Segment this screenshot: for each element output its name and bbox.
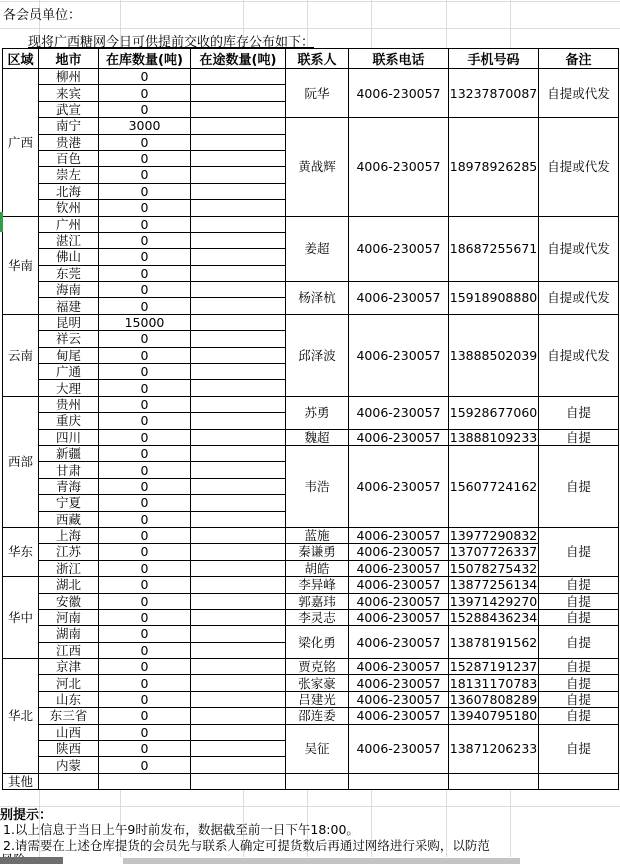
note-cell[interactable]: 自提或代发	[539, 118, 619, 216]
table-row	[3, 445, 619, 461]
city-cell[interactable]: 宁夏	[39, 495, 99, 511]
city-cell[interactable]: 甘肃	[39, 462, 99, 478]
table-row	[3, 560, 619, 576]
note-cell[interactable]: 自提	[539, 609, 619, 625]
region-cell[interactable]: 其他	[3, 773, 39, 789]
sheet-tab[interactable]	[0, 857, 63, 864]
qty-cell[interactable]: 0	[99, 560, 191, 576]
stock-table	[2, 48, 619, 790]
transit-qty-cell[interactable]	[191, 150, 286, 166]
city-cell[interactable]	[39, 773, 99, 789]
phone-cell[interactable]: 4006-230057	[349, 675, 449, 691]
qty-cell[interactable]: 0	[99, 380, 191, 396]
note-cell[interactable]: 自提	[539, 527, 619, 576]
transit-qty-cell[interactable]	[191, 200, 286, 216]
table-row	[3, 724, 619, 740]
qty-cell[interactable]: 0	[99, 101, 191, 117]
qty-cell[interactable]: 0	[99, 69, 191, 85]
note-cell[interactable]: 自提	[539, 396, 619, 429]
phone-cell[interactable]: 4006-230057	[349, 560, 449, 576]
header-cell[interactable]: 在库数量(吨)	[99, 49, 191, 69]
qty-cell[interactable]: 0	[99, 495, 191, 511]
city-cell[interactable]: 陕西	[39, 741, 99, 757]
transit-qty-cell[interactable]	[191, 642, 286, 658]
city-cell[interactable]: 甸尾	[39, 347, 99, 363]
contact-cell[interactable]: 姜超	[286, 216, 349, 282]
city-cell[interactable]: 福建	[39, 298, 99, 314]
table-row	[3, 282, 619, 298]
city-cell[interactable]: 百色	[39, 150, 99, 166]
qty-cell[interactable]: 0	[99, 708, 191, 724]
table-row	[3, 314, 619, 330]
contact-cell[interactable]: 蓝施	[286, 527, 349, 543]
transit-qty-cell[interactable]	[191, 527, 286, 543]
qty-cell[interactable]: 0	[99, 757, 191, 773]
transit-qty-cell[interactable]	[191, 495, 286, 511]
qty-cell[interactable]: 0	[99, 741, 191, 757]
transit-qty-cell[interactable]	[191, 232, 286, 248]
mobile-cell[interactable]: 13237870087	[449, 69, 539, 118]
sheet-gridline	[510, 0, 511, 48]
table-row	[3, 691, 619, 707]
mobile-cell[interactable]: 13877256134	[449, 577, 538, 593]
qty-cell[interactable]: 0	[99, 413, 191, 429]
transit-qty-cell[interactable]	[191, 741, 286, 757]
contact-cell[interactable]: 胡皓	[286, 560, 349, 576]
city-cell[interactable]: 内蒙	[39, 757, 99, 773]
mobile-cell[interactable]: 13888502039	[449, 314, 539, 396]
transit-qty-cell[interactable]	[191, 429, 286, 445]
city-cell[interactable]: 山西	[39, 724, 99, 740]
note-cell[interactable]: 自提	[539, 577, 619, 593]
city-cell[interactable]: 崇左	[39, 167, 99, 183]
sheet-gridline	[446, 0, 447, 48]
mobile-cell[interactable]: 13971429270	[449, 593, 538, 609]
transit-qty-cell[interactable]	[191, 511, 286, 527]
city-cell[interactable]: 上海	[39, 527, 99, 543]
city-cell[interactable]: 北海	[39, 183, 99, 199]
transit-qty-cell[interactable]	[191, 462, 286, 478]
qty-cell[interactable]: 0	[99, 364, 191, 380]
sheet-gridline	[371, 0, 372, 48]
table-row	[3, 69, 619, 85]
qty-cell[interactable]: 0	[99, 691, 191, 707]
table-row	[3, 216, 619, 232]
contact-cell[interactable]: 黄战辉	[286, 118, 349, 216]
note-cell[interactable]: 自提	[539, 675, 619, 691]
contact-cell[interactable]: 魏超	[286, 429, 349, 445]
memo-subject-line: 现将广西糖网今日可供提前交收的库存公布如下：	[28, 35, 315, 50]
memo-recipient-line: 各会员单位：	[3, 8, 82, 23]
mobile-cell[interactable]: 13977290832	[449, 528, 538, 544]
city-cell[interactable]: 东莞	[39, 265, 99, 281]
city-cell[interactable]: 湛江	[39, 232, 99, 248]
phone-cell[interactable]: 4006-230057	[349, 593, 449, 609]
phone-cell[interactable]: 4006-230057	[349, 314, 449, 396]
note-cell[interactable]: 自提或代发	[539, 216, 619, 282]
city-cell[interactable]: 昆明	[39, 314, 99, 330]
phone-cell[interactable]: 4006-230057	[349, 724, 449, 773]
table-row	[3, 544, 619, 560]
note-cell[interactable]: 自提	[539, 724, 619, 773]
mobile-cell[interactable]: 13871206233	[449, 724, 539, 773]
city-cell[interactable]: 武宣	[39, 101, 99, 117]
table-row	[3, 626, 619, 642]
transit-qty-cell[interactable]	[191, 691, 286, 707]
mobile-cell[interactable]: 13607808289	[449, 691, 538, 707]
phone-cell[interactable]: 4006-230057	[349, 429, 449, 445]
transit-qty-cell[interactable]	[191, 396, 286, 412]
transit-qty-cell[interactable]	[191, 183, 286, 199]
contact-cell[interactable]: 邵连委	[286, 708, 349, 724]
qty-cell[interactable]: 0	[99, 134, 191, 150]
contact-cell[interactable]	[286, 773, 349, 789]
mobile-cell[interactable]: 13940795180	[449, 708, 538, 724]
transit-qty-cell[interactable]	[191, 134, 286, 150]
contact-cell[interactable]: 韦浩	[286, 445, 349, 527]
contact-cell[interactable]: 李灵志	[286, 609, 349, 625]
transit-qty-cell[interactable]	[191, 282, 286, 298]
header-cell[interactable]: 联系电话	[349, 49, 449, 69]
transit-qty-cell[interactable]	[191, 118, 286, 134]
mobile-cell[interactable]: 15928677060	[449, 396, 539, 429]
table-row	[3, 708, 619, 724]
region-cell[interactable]: 华中	[3, 577, 39, 659]
header-cell[interactable]: 地市	[39, 49, 99, 69]
table-row	[3, 675, 619, 691]
phone-cell[interactable]: 4006-230057	[349, 609, 449, 625]
qty-cell[interactable]: 0	[99, 232, 191, 248]
city-cell[interactable]: 浙江	[39, 560, 99, 576]
table-row	[3, 773, 619, 789]
qty-cell[interactable]: 0	[99, 265, 191, 281]
sheet-gridline	[510, 790, 511, 857]
table-row	[3, 593, 619, 609]
contact-cell[interactable]: 郭嘉玮	[286, 593, 349, 609]
phone-cell[interactable]: 4006-230057	[349, 69, 449, 118]
transit-qty-cell[interactable]	[191, 298, 286, 314]
qty-cell[interactable]: 0	[99, 462, 191, 478]
city-cell[interactable]: 西藏	[39, 511, 99, 527]
city-cell[interactable]: 新疆	[39, 445, 99, 461]
mobile-cell[interactable]: 18131170783	[449, 675, 538, 691]
header-cell[interactable]: 手机号码	[449, 49, 539, 69]
city-cell[interactable]: 海南	[39, 282, 99, 298]
qty-cell[interactable]: 0	[99, 85, 191, 101]
city-cell[interactable]: 青海	[39, 478, 99, 494]
transit-qty-cell[interactable]	[191, 757, 286, 773]
note-cell[interactable]: 自提或代发	[539, 314, 619, 396]
qty-cell[interactable]: 0	[99, 577, 191, 593]
contact-cell[interactable]: 吕建光	[286, 691, 349, 707]
stock-table-header	[3, 49, 619, 69]
table-row	[3, 396, 619, 412]
note-line-2: 2.请需要在上述仓库提货的会员先与联系人确定可提货数后再通过网络进行采购，以防范	[3, 838, 490, 853]
contact-cell[interactable]: 秦谦勇	[286, 544, 349, 560]
table-row	[3, 577, 619, 593]
city-cell[interactable]: 山东	[39, 691, 99, 707]
city-cell[interactable]: 来宾	[39, 85, 99, 101]
mobile-cell[interactable]: 13878191562	[449, 626, 539, 659]
transit-qty-cell[interactable]	[191, 609, 286, 625]
phone-cell[interactable]: 4006-230057	[349, 216, 449, 282]
mobile-cell[interactable]: 18978926285	[449, 118, 539, 216]
qty-cell[interactable]: 0	[99, 626, 191, 642]
mobile-cell[interactable]: 15288436234	[449, 610, 538, 626]
note-cell[interactable]	[539, 773, 619, 789]
table-row	[3, 527, 619, 543]
transit-qty-cell[interactable]	[191, 216, 286, 232]
transit-qty-cell[interactable]	[191, 101, 286, 117]
qty-cell[interactable]: 3000	[99, 118, 191, 134]
qty-cell[interactable]: 0	[99, 511, 191, 527]
qty-cell[interactable]: 0	[99, 527, 191, 543]
contact-cell[interactable]: 张家豪	[286, 675, 349, 691]
city-cell[interactable]: 南宁	[39, 118, 99, 134]
phone-cell[interactable]: 4006-230057	[349, 527, 449, 543]
transit-qty-cell[interactable]	[191, 413, 286, 429]
region-cell[interactable]: 广西	[3, 69, 39, 217]
city-cell[interactable]: 广通	[39, 364, 99, 380]
city-cell[interactable]: 湖北	[39, 577, 99, 593]
transit-qty-cell[interactable]	[191, 593, 286, 609]
horizontal-scrollbar[interactable]	[123, 858, 520, 864]
transit-qty-cell[interactable]	[191, 626, 286, 642]
note-cell[interactable]: 自提	[539, 708, 619, 724]
phone-cell[interactable]: 4006-230057	[349, 282, 449, 315]
header-row	[3, 49, 619, 69]
note-cell[interactable]: 自提	[539, 593, 619, 609]
region-cell[interactable]: 云南	[3, 314, 39, 396]
transit-qty-cell[interactable]	[191, 249, 286, 265]
transit-qty-cell[interactable]	[191, 331, 286, 347]
qty-cell[interactable]: 0	[99, 642, 191, 658]
selection-edge-mark	[0, 212, 3, 232]
city-cell[interactable]: 祥云	[39, 331, 99, 347]
region-cell[interactable]: 华东	[3, 527, 39, 576]
transit-qty-cell[interactable]	[191, 577, 286, 593]
note-cell[interactable]: 自提	[539, 429, 619, 445]
city-cell[interactable]: 京津	[39, 659, 99, 675]
city-cell[interactable]: 四川	[39, 429, 99, 445]
mobile-cell[interactable]: 15078275432	[449, 560, 538, 576]
transit-qty-cell[interactable]	[191, 314, 286, 330]
qty-cell[interactable]: 0	[99, 675, 191, 691]
region-cell[interactable]: 华北	[3, 659, 39, 774]
city-cell[interactable]: 佛山	[39, 249, 99, 265]
note-cell[interactable]: 自提或代发	[539, 69, 619, 118]
city-cell[interactable]: 河北	[39, 675, 99, 691]
qty-cell[interactable]: 0	[99, 347, 191, 363]
contact-cell[interactable]: 邱泽波	[286, 314, 349, 396]
phone-cell[interactable]: 4006-230057	[349, 445, 449, 527]
table-row	[3, 429, 619, 445]
city-cell[interactable]: 湖南	[39, 626, 99, 642]
city-cell[interactable]: 江苏	[39, 544, 99, 560]
city-cell[interactable]: 东三省	[39, 708, 99, 724]
phone-cell[interactable]	[349, 773, 449, 789]
qty-cell[interactable]: 0	[99, 249, 191, 265]
transit-qty-cell[interactable]	[191, 167, 286, 183]
city-cell[interactable]: 贵港	[39, 134, 99, 150]
contact-cell[interactable]: 李异峰	[286, 577, 349, 593]
city-cell[interactable]: 江西	[39, 642, 99, 658]
sheet-gridline	[0, 28, 620, 29]
qty-cell[interactable]: 0	[99, 429, 191, 445]
transit-qty-cell[interactable]	[191, 85, 286, 101]
qty-cell[interactable]: 15000	[99, 314, 191, 330]
table-row	[3, 659, 619, 675]
qty-cell[interactable]: 0	[99, 216, 191, 232]
transit-qty-cell[interactable]	[191, 724, 286, 740]
transit-qty-cell[interactable]	[191, 380, 286, 396]
phone-cell[interactable]: 4006-230057	[349, 118, 449, 216]
qty-cell[interactable]: 0	[99, 183, 191, 199]
qty-cell[interactable]: 0	[99, 150, 191, 166]
header-cell[interactable]: 备注	[539, 49, 619, 69]
qty-cell[interactable]: 0	[99, 200, 191, 216]
city-cell[interactable]: 河南	[39, 609, 99, 625]
contact-cell[interactable]: 阮华	[286, 69, 349, 118]
note-cell[interactable]: 自提	[539, 445, 619, 527]
phone-cell[interactable]: 4006-230057	[349, 708, 449, 724]
mobile-cell[interactable]: 15918908880	[449, 282, 539, 315]
contact-cell[interactable]: 梁化勇	[286, 626, 349, 659]
city-cell[interactable]: 钦州	[39, 200, 99, 216]
transit-qty-cell[interactable]	[191, 69, 286, 85]
qty-cell[interactable]: 0	[99, 593, 191, 609]
qty-cell[interactable]: 0	[99, 445, 191, 461]
transit-qty-cell[interactable]	[191, 560, 286, 576]
qty-cell[interactable]: 0	[99, 331, 191, 347]
transit-qty-cell[interactable]	[191, 478, 286, 494]
qty-cell[interactable]: 0	[99, 659, 191, 675]
qty-cell[interactable]: 0	[99, 544, 191, 560]
contact-cell[interactable]: 贾克铭	[286, 659, 349, 675]
note-line-1: 1.以上信息于当日上午9时前发布，数据截至前一日下午18:00。	[3, 822, 359, 837]
transit-qty-cell[interactable]	[191, 445, 286, 461]
contact-cell[interactable]: 杨泽杭	[286, 282, 349, 315]
region-cell[interactable]: 华南	[3, 216, 39, 314]
note-cell[interactable]: 自提	[539, 691, 619, 707]
note-cell[interactable]: 自提	[539, 659, 619, 675]
transit-qty-cell[interactable]	[191, 659, 286, 675]
note-cell[interactable]: 自提	[539, 626, 619, 659]
city-cell[interactable]: 广州	[39, 216, 99, 232]
transit-qty-cell[interactable]	[191, 675, 286, 691]
phone-cell[interactable]: 4006-230057	[349, 577, 449, 593]
qty-cell[interactable]	[99, 773, 191, 789]
contact-cell[interactable]: 吴征	[286, 724, 349, 773]
phone-cell[interactable]: 4006-230057	[349, 544, 449, 560]
region-cell[interactable]: 西部	[3, 396, 39, 527]
mobile-cell[interactable]	[449, 773, 539, 789]
mobile-cell[interactable]: 13888109233	[449, 429, 538, 445]
mobile-cell[interactable]: 13707726337	[449, 544, 538, 560]
transit-qty-cell[interactable]	[191, 364, 286, 380]
header-cell[interactable]: 在途数量(吨)	[191, 49, 286, 69]
mobile-cell[interactable]: 15287191237	[449, 659, 538, 675]
phone-cell[interactable]: 4006-230057	[349, 691, 449, 707]
city-cell[interactable]: 重庆	[39, 413, 99, 429]
contact-cell[interactable]: 苏勇	[286, 396, 349, 429]
qty-cell[interactable]: 0	[99, 609, 191, 625]
sheet-gridline	[0, 806, 620, 807]
sheet-gridline	[0, 1, 620, 2]
city-cell[interactable]: 贵州	[39, 396, 99, 412]
transit-qty-cell[interactable]	[191, 708, 286, 724]
qty-cell[interactable]: 0	[99, 396, 191, 412]
header-cell[interactable]: 联系人	[286, 49, 349, 69]
note-cell[interactable]: 自提或代发	[539, 282, 619, 315]
qty-cell[interactable]: 0	[99, 167, 191, 183]
transit-qty-cell[interactable]	[191, 544, 286, 560]
transit-qty-cell[interactable]	[191, 265, 286, 281]
header-cell[interactable]: 区域	[3, 49, 39, 69]
notes-title: 别提示：	[0, 808, 53, 823]
mobile-cell[interactable]: 18687255671	[449, 216, 539, 282]
city-cell[interactable]: 大理	[39, 380, 99, 396]
mobile-cell[interactable]: 15607724162	[449, 445, 539, 527]
city-cell[interactable]: 安徽	[39, 593, 99, 609]
city-cell[interactable]: 柳州	[39, 69, 99, 85]
qty-cell[interactable]: 0	[99, 478, 191, 494]
qty-cell[interactable]: 0	[99, 282, 191, 298]
stock-table-body	[3, 69, 619, 790]
phone-cell[interactable]: 4006-230057	[349, 396, 449, 429]
qty-cell[interactable]: 0	[99, 724, 191, 740]
qty-cell[interactable]: 0	[99, 298, 191, 314]
phone-cell[interactable]: 4006-230057	[349, 626, 449, 659]
table-row	[3, 118, 619, 134]
transit-qty-cell[interactable]	[191, 347, 286, 363]
transit-qty-cell[interactable]	[191, 773, 286, 789]
phone-cell[interactable]: 4006-230057	[349, 659, 449, 675]
table-row	[3, 609, 619, 625]
